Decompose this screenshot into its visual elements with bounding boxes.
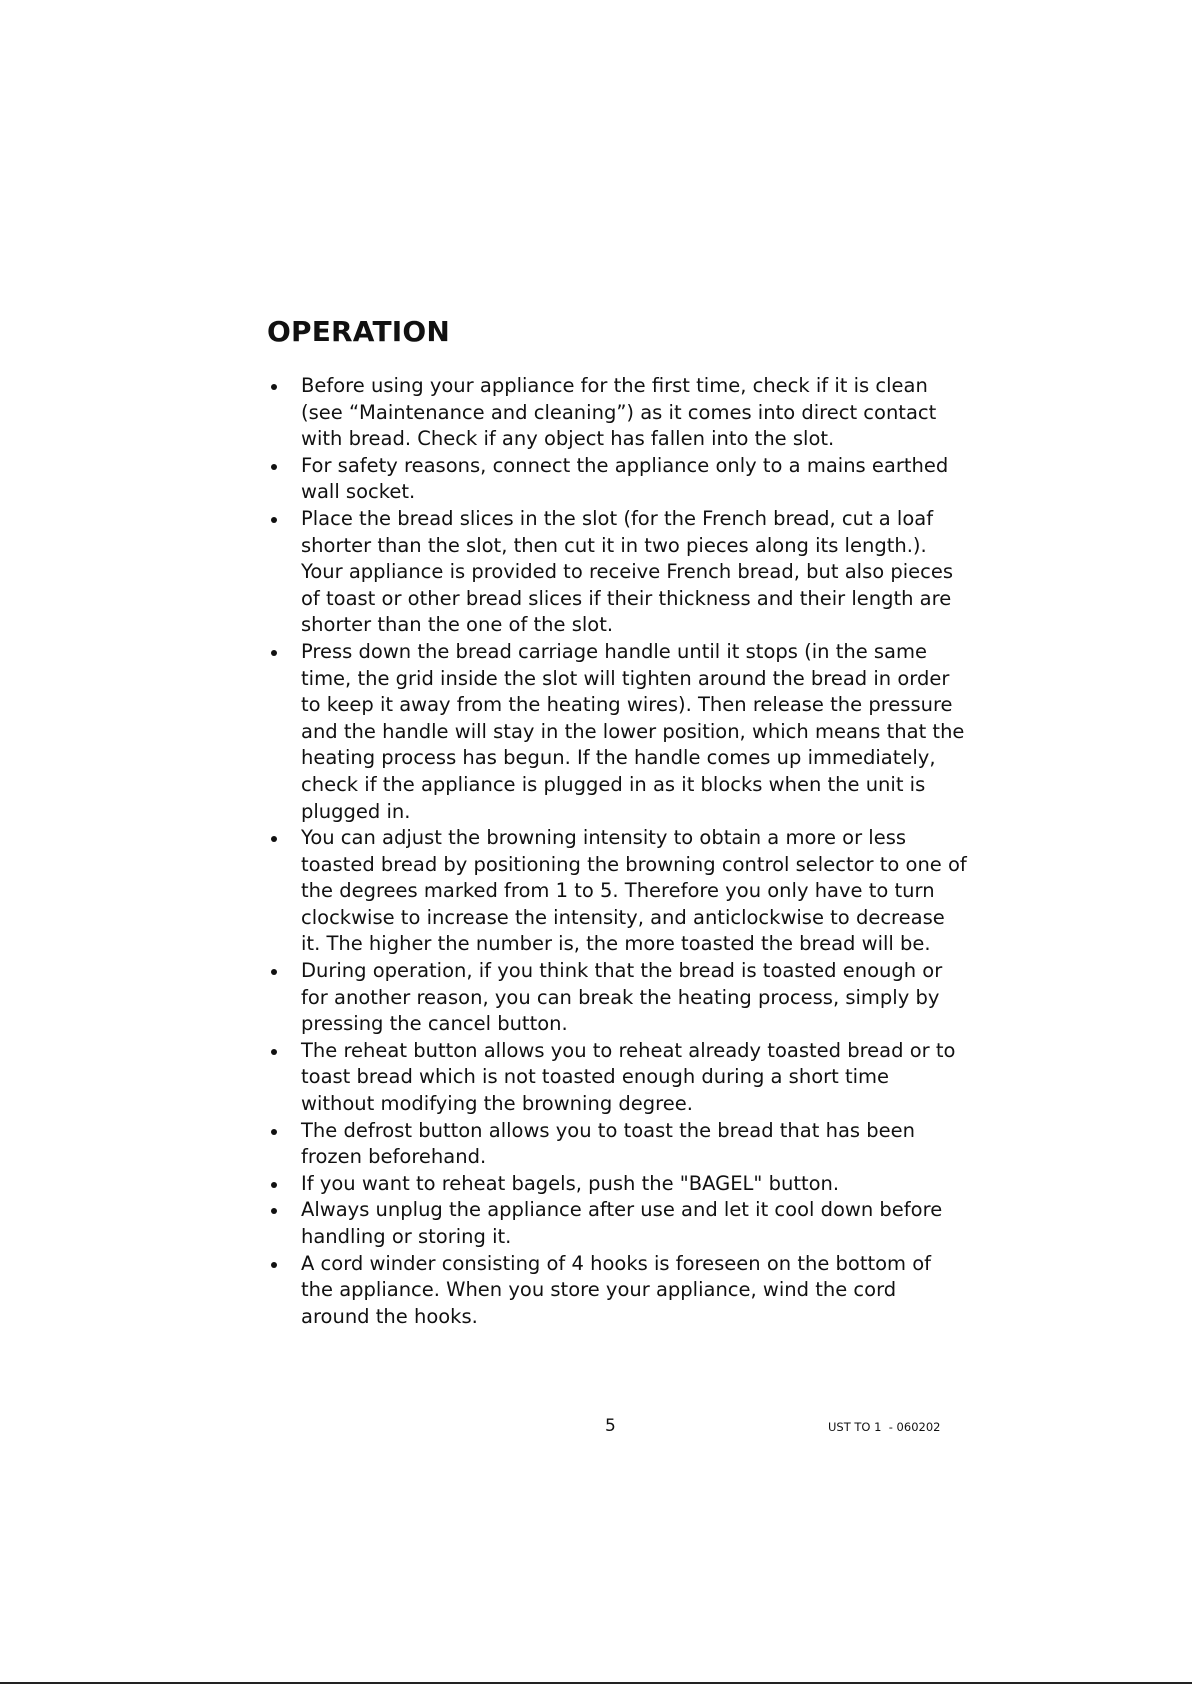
bullet-icon (271, 969, 277, 975)
list-item-text: A cord winder consisting of 4 hooks is foreseen on the bottom of the appliance. When you store your appliance, wind the cord around the hooks. (301, 1251, 932, 1328)
bullet-icon (271, 1049, 277, 1055)
bullet-icon (271, 384, 277, 390)
bullet-icon (271, 1208, 277, 1214)
list-item-text: Press down the bread carriage handle until it stops (in the same time, the grid inside the slot will tighten around the bread in order to keep it away from the heating wires). Then release the pressure and the handle will stay in the lower position, which means that the heating process has begun. If the handle comes up immediately, check if the appliance is plugged in as it blocks when the unit is plugged in. (301, 639, 965, 823)
list-item (267, 958, 967, 1038)
bullet-icon (271, 836, 277, 842)
list-item-text: Place the bread slices in the slot (for the French bread, cut a loaf shorter than the slot, then cut it in two pieces along its length.). Your appliance is provided to receive French bread, but also pieces of toast or other bread slices if their thickness and their length are shorter than the one of the slot. (301, 506, 954, 637)
list-item-text: The reheat button allows you to reheat already toasted bread or to toast bread which is not toasted enough during a short time without modifying the browning degree. (301, 1038, 956, 1116)
bullet-icon (271, 650, 277, 656)
list-item (267, 1251, 967, 1331)
document-code: UST TO 1 - 060202 (828, 1420, 941, 1434)
list-item (267, 506, 967, 639)
bullet-icon (271, 1182, 277, 1188)
list-item (267, 1118, 967, 1171)
bullet-icon (271, 1262, 277, 1268)
list-item (267, 453, 967, 506)
list-item-text: You can adjust the browning intensity to obtain a more or less toasted bread by positioning the browning control selector to one of the degrees marked from 1 to 5. Therefore you only have to turn clockwise to increase the intensity, and anticlockwise to decrease it. The higher the number is, the more toasted the bread will be. (301, 826, 967, 956)
list-item-text: Before using your appliance for the first time, check if it is clean (see “Maintenance and cleaning”) as it comes into direct contact with bread. Check if any object has fallen into the slot. (301, 374, 937, 451)
bottom-divider (0, 1682, 1192, 1684)
operation-instructions-list (267, 373, 967, 1330)
bullet-icon (271, 1129, 277, 1135)
section-heading: OPERATION (267, 315, 451, 348)
list-item (267, 639, 967, 825)
list-item (267, 373, 967, 453)
list-item-text: Always unplug the appliance after use and let it cool down before handling or storing it. (301, 1198, 943, 1248)
page-number: 5 (605, 1416, 616, 1436)
list-item (267, 1197, 967, 1250)
list-item (267, 1038, 967, 1118)
list-item (267, 825, 967, 958)
bullet-icon (271, 517, 277, 523)
list-item-text: The defrost button allows you to toast the bread that has been frozen beforehand. (301, 1118, 915, 1169)
list-item-text: During operation, if you think that the bread is toasted enough or for another reason, you can break the heating process, simply by pressing the cancel button. (301, 959, 943, 1036)
list-item-text: For safety reasons, connect the appliance only to a mains earthed wall socket. (301, 453, 949, 504)
list-item-text: If you want to reheat bagels, push the "BAGEL" button. (301, 1171, 840, 1195)
list-item (267, 1171, 967, 1198)
bullet-icon (271, 464, 277, 470)
